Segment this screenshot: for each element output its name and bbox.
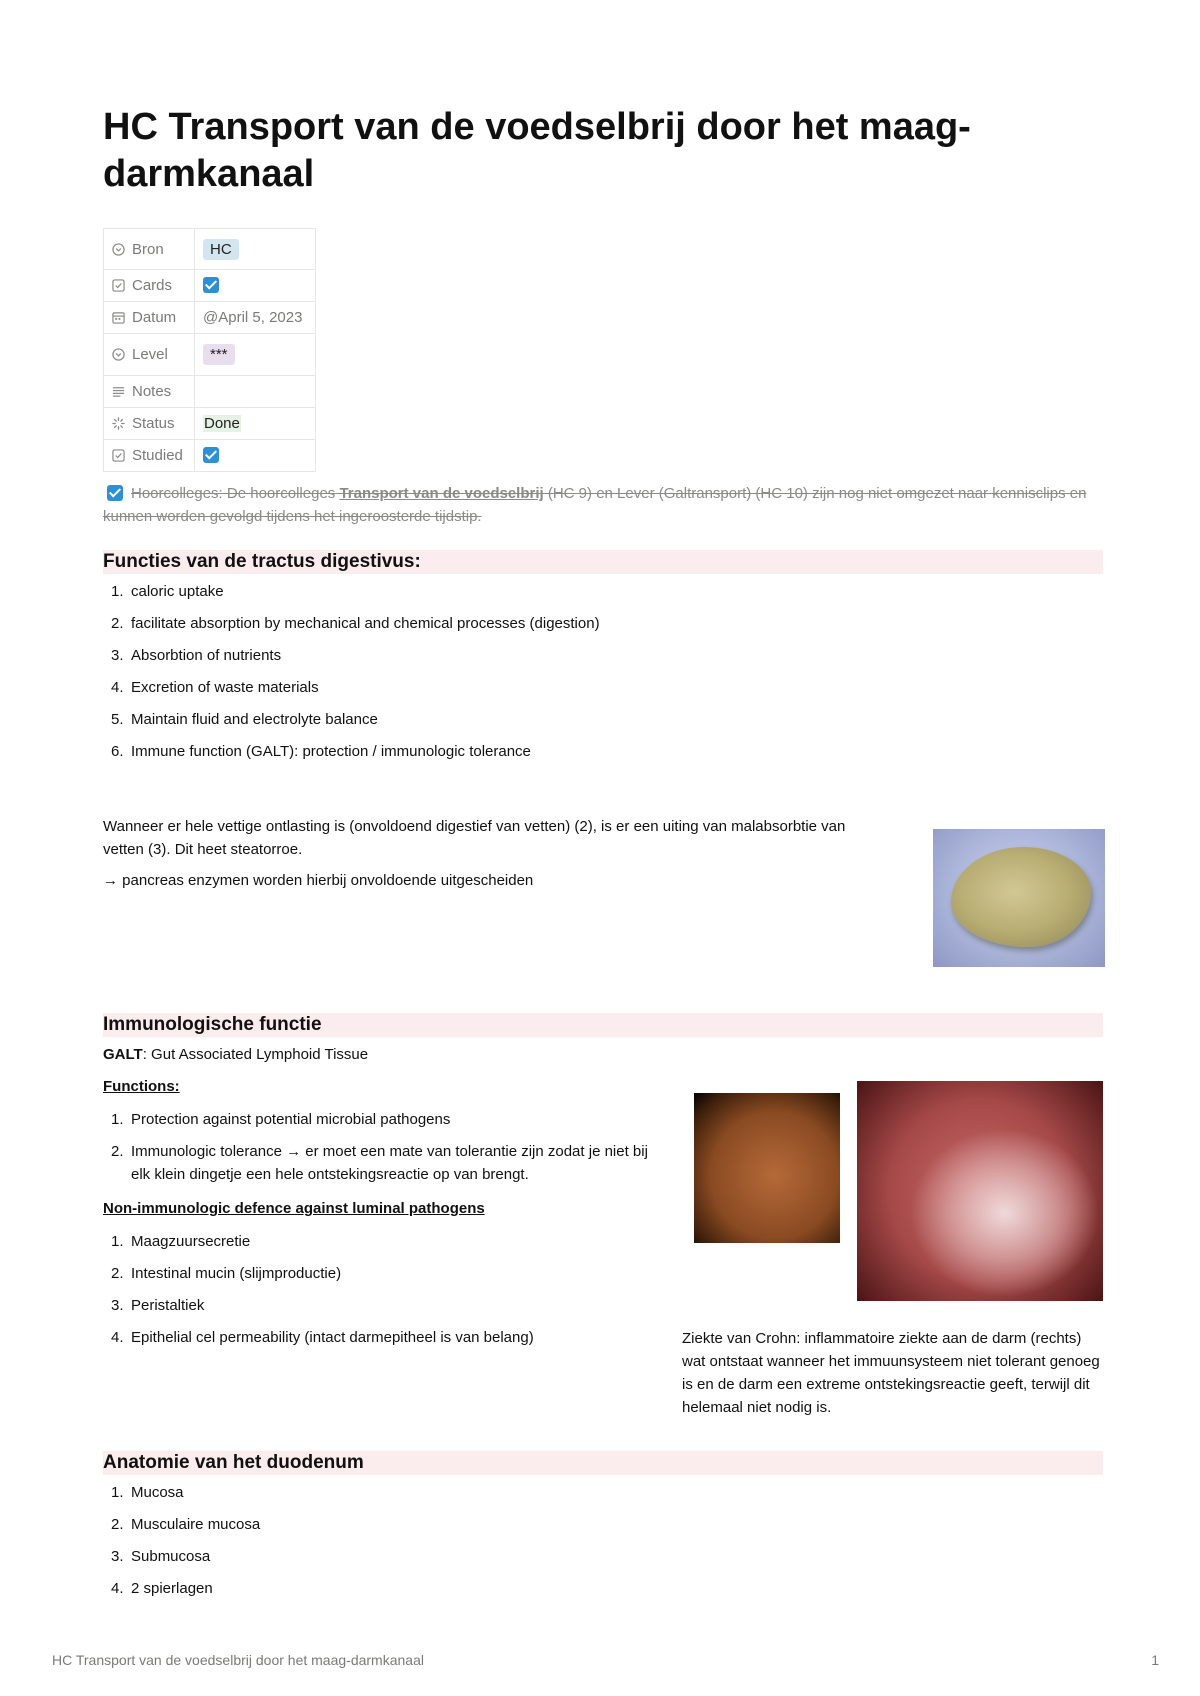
steatorroe-paragraph: Wanneer er hele vettige ontlasting is (onvoldoend digestief van vetten) (2), is er een uiting van malabsorbtie van vetten (3). Dit heet steatorroe. (103, 818, 846, 858)
functies-list (103, 580, 1103, 763)
heading-immunologische-functie: Immunologische functie (103, 1013, 1103, 1037)
status-icon (112, 417, 125, 430)
text-lines-icon (112, 385, 125, 398)
steatorroe-image (933, 829, 1105, 967)
property-value[interactable] (195, 334, 316, 376)
property-row-cards (104, 270, 316, 302)
anatomie-list (103, 1481, 1103, 1600)
functions-label: Functions: (103, 1078, 180, 1095)
property-row-level (104, 334, 316, 376)
bron-tag[interactable]: HC (203, 239, 239, 260)
list-item: 2. Immunologic tolerance → er moet een mate van tolerantie zijn zodat je niet bij elk klein dingetje een hele ontstekingsreactie op van brengt. (111, 1143, 648, 1183)
crohn-caption: Ziekte van Crohn: inflammatoire ziekte aan de darm (rechts) wat ontstaat wanneer het immuunsysteem niet tolerant genoeg is en de darm een extreme ontstekingsreactie geeft, terwijl dit helemaal niet nodig is. (682, 1330, 1100, 1416)
todo-checkbox[interactable] (107, 485, 123, 501)
list-item: 1. Mucosa (111, 1484, 184, 1501)
footer-title: HC Transport van de voedselbrij door het maag-darmkanaal (52, 1652, 424, 1668)
list-item: 1. caloric uptake (111, 583, 224, 600)
todo-link[interactable]: Transport van de voedselbrij (339, 485, 544, 502)
galt-paragraph: GALT: Gut Associated Lymphoid Tissue (103, 1046, 369, 1063)
property-row-datum (104, 302, 316, 334)
property-key: Level (104, 334, 195, 376)
nonimmuno-list (103, 1230, 658, 1349)
list-item: 1. Protection against potential microbial pathogens (111, 1111, 451, 1128)
property-row-status (104, 408, 316, 440)
select-icon (112, 348, 125, 361)
list-item: 4. Excretion of waste materials (111, 679, 319, 696)
property-key: Notes (104, 376, 195, 408)
properties-table (103, 228, 316, 472)
pancreas-paragraph: → pancreas enzymen worden hierbij onvoldoende uitgescheiden (103, 872, 534, 889)
page-title: HC Transport van de voedselbrij door het maag-darmkanaal (103, 106, 971, 195)
list-item: 3. Submucosa (111, 1548, 211, 1565)
property-key: Datum (104, 302, 195, 334)
list-item: 3. Peristaltiek (111, 1297, 205, 1314)
list-item: 1. Maagzuursecretie (111, 1233, 251, 1250)
property-key: Bron (104, 229, 195, 270)
calendar-icon (112, 311, 125, 324)
studied-checkbox[interactable] (203, 447, 219, 463)
property-value[interactable] (195, 408, 316, 440)
checkbox-property-icon (112, 449, 125, 462)
heading-anatomie: Anatomie van het duodenum (103, 1451, 1103, 1475)
property-value[interactable] (195, 229, 316, 270)
property-value[interactable] (195, 270, 316, 302)
property-value[interactable] (195, 376, 316, 408)
property-key: Cards (104, 270, 195, 302)
list-item: 4. 2 spierlagen (111, 1580, 213, 1597)
list-item: 3. Absorbtion of nutrients (111, 647, 282, 664)
list-item: 2. facilitate absorption by mechanical and chemical processes (digestion) (111, 615, 600, 632)
status-value[interactable]: Done (204, 415, 240, 432)
list-item: 6. Immune function (GALT): protection / immunologic tolerance (111, 743, 531, 760)
todo-item (103, 482, 1113, 528)
property-value[interactable]: @April 5, 2023 (195, 302, 316, 334)
heading-functies: Functies van de tractus digestivus: (103, 550, 1103, 574)
checkbox-property-icon (112, 279, 125, 292)
property-key: Status (104, 408, 195, 440)
property-value[interactable] (195, 440, 316, 472)
select-icon (112, 243, 125, 256)
endoscopy-crohn-image (857, 1081, 1103, 1301)
property-row-studied (104, 440, 316, 472)
property-key: Studied (104, 440, 195, 472)
property-row-notes (104, 376, 316, 408)
list-item: 4. Epithelial cel permeability (intact darmepitheel is van belang) (111, 1329, 534, 1346)
property-row-bron (104, 229, 316, 270)
endoscopy-healthy-image (694, 1093, 840, 1243)
list-item: 2. Musculaire mucosa (111, 1516, 261, 1533)
list-item: 5. Maintain fluid and electrolyte balance (111, 711, 378, 728)
todo-text: Hoorcolleges: De hoorcolleges Transport van de voedselbrij (HC 9) en Lever (Galtransport) (HC 10) zijn nog niet omgezet naar kennisclips en kunnen worden gevolgd tijdens het ingeroosterde tijdstip. (103, 485, 1087, 525)
footer-page-number: 1 (1151, 1652, 1159, 1668)
list-item: 2. Intestinal mucin (slijmproductie) (111, 1265, 342, 1282)
cards-checkbox[interactable] (203, 277, 219, 293)
level-tag[interactable]: *** (203, 344, 235, 365)
functions-list (103, 1108, 658, 1186)
nonimmuno-label: Non-immunologic defence against luminal pathogens (103, 1200, 485, 1217)
